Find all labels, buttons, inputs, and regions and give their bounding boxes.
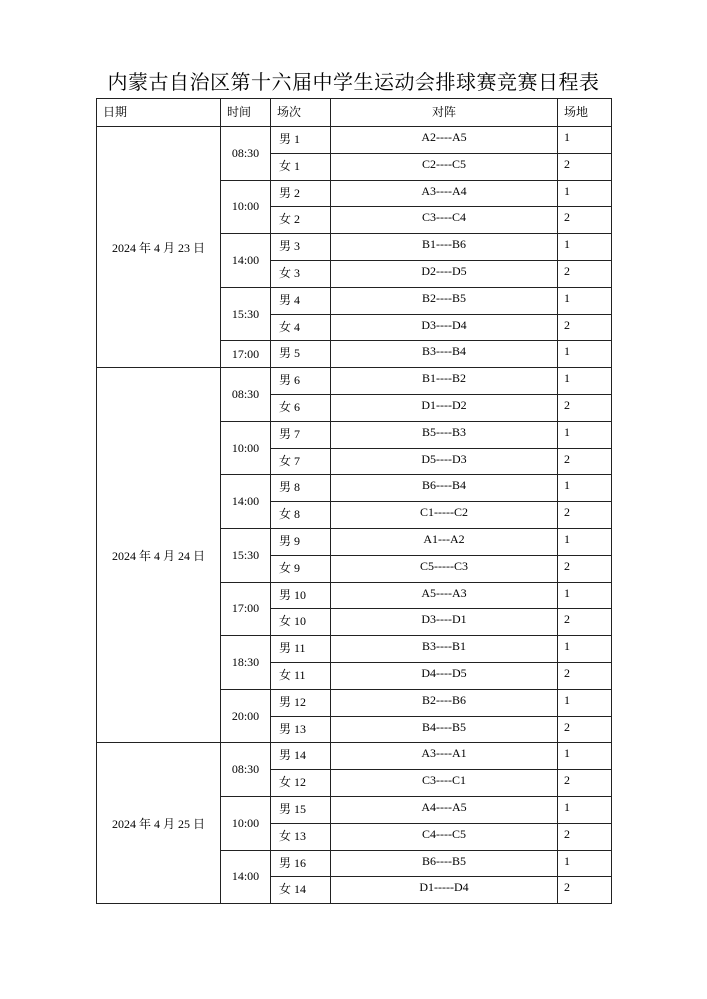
match-cell: C3----C1 <box>331 770 558 797</box>
session-cell: 女 7 <box>271 448 331 475</box>
match-cell: B6----B5 <box>331 850 558 877</box>
schedule-table <box>96 98 612 904</box>
session-cell: 男 5 <box>271 341 331 368</box>
court-cell: 2 <box>558 153 612 180</box>
session-cell: 女 4 <box>271 314 331 341</box>
match-cell: D4----D5 <box>331 662 558 689</box>
session-cell: 男 14 <box>271 743 331 770</box>
header-session: 场次 <box>271 99 331 127</box>
court-cell: 2 <box>558 260 612 287</box>
court-cell: 1 <box>558 127 612 154</box>
session-cell: 男 8 <box>271 475 331 502</box>
table-row <box>97 743 612 770</box>
match-cell: C3----C4 <box>331 207 558 234</box>
court-cell: 2 <box>558 314 612 341</box>
court-cell: 1 <box>558 528 612 555</box>
match-cell: D3----D4 <box>331 314 558 341</box>
time-cell: 08:30 <box>221 743 271 797</box>
session-cell: 女 14 <box>271 877 331 904</box>
match-cell: D2----D5 <box>331 260 558 287</box>
match-cell: B4----B5 <box>331 716 558 743</box>
match-cell: C4----C5 <box>331 823 558 850</box>
court-cell: 1 <box>558 850 612 877</box>
match-cell: A5----A3 <box>331 582 558 609</box>
match-cell: B6----B4 <box>331 475 558 502</box>
court-cell: 1 <box>558 636 612 663</box>
date-cell: 2024 年 4 月 24 日 <box>97 368 221 743</box>
session-cell: 女 10 <box>271 609 331 636</box>
match-cell: C2----C5 <box>331 153 558 180</box>
table-row <box>97 368 612 395</box>
match-cell: D5----D3 <box>331 448 558 475</box>
match-cell: B3----B4 <box>331 341 558 368</box>
match-cell: A4----A5 <box>331 796 558 823</box>
match-cell: B5----B3 <box>331 421 558 448</box>
session-cell: 男 4 <box>271 287 331 314</box>
session-cell: 女 2 <box>271 207 331 234</box>
session-cell: 男 13 <box>271 716 331 743</box>
court-cell: 1 <box>558 689 612 716</box>
session-cell: 女 1 <box>271 153 331 180</box>
session-cell: 女 9 <box>271 555 331 582</box>
court-cell: 2 <box>558 502 612 529</box>
date-cell: 2024 年 4 月 23 日 <box>97 127 221 368</box>
match-cell: B2----B6 <box>331 689 558 716</box>
session-cell: 男 11 <box>271 636 331 663</box>
match-cell: B2----B5 <box>331 287 558 314</box>
session-cell: 男 9 <box>271 528 331 555</box>
court-cell: 1 <box>558 421 612 448</box>
date-cell: 2024 年 4 月 25 日 <box>97 743 221 904</box>
time-cell: 10:00 <box>221 796 271 850</box>
time-cell: 10:00 <box>221 421 271 475</box>
court-cell: 1 <box>558 287 612 314</box>
court-cell: 1 <box>558 180 612 207</box>
match-cell: D1----D2 <box>331 394 558 421</box>
time-cell: 15:30 <box>221 528 271 582</box>
time-cell: 17:00 <box>221 582 271 636</box>
session-cell: 女 11 <box>271 662 331 689</box>
court-cell: 1 <box>558 368 612 395</box>
session-cell: 女 8 <box>271 502 331 529</box>
match-cell: A3----A4 <box>331 180 558 207</box>
court-cell: 2 <box>558 823 612 850</box>
court-cell: 2 <box>558 662 612 689</box>
time-cell: 10:00 <box>221 180 271 234</box>
schedule-body <box>97 99 612 904</box>
match-cell: D3----D1 <box>331 609 558 636</box>
header-court: 场地 <box>558 99 612 127</box>
session-cell: 男 12 <box>271 689 331 716</box>
court-cell: 2 <box>558 207 612 234</box>
court-cell: 1 <box>558 341 612 368</box>
header-row <box>97 99 612 127</box>
match-cell: B1----B2 <box>331 368 558 395</box>
session-cell: 男 2 <box>271 180 331 207</box>
session-cell: 男 6 <box>271 368 331 395</box>
session-cell: 女 3 <box>271 260 331 287</box>
match-cell: A2----A5 <box>331 127 558 154</box>
court-cell: 1 <box>558 234 612 261</box>
session-cell: 男 15 <box>271 796 331 823</box>
session-cell: 男 16 <box>271 850 331 877</box>
court-cell: 1 <box>558 743 612 770</box>
court-cell: 2 <box>558 555 612 582</box>
court-cell: 2 <box>558 448 612 475</box>
match-cell: A1---A2 <box>331 528 558 555</box>
session-cell: 女 13 <box>271 823 331 850</box>
time-cell: 14:00 <box>221 850 271 904</box>
session-cell: 男 7 <box>271 421 331 448</box>
court-cell: 2 <box>558 609 612 636</box>
court-cell: 1 <box>558 582 612 609</box>
session-cell: 男 3 <box>271 234 331 261</box>
session-cell: 女 12 <box>271 770 331 797</box>
court-cell: 2 <box>558 394 612 421</box>
time-cell: 08:30 <box>221 368 271 422</box>
time-cell: 08:30 <box>221 127 271 181</box>
session-cell: 男 10 <box>271 582 331 609</box>
time-cell: 17:00 <box>221 341 271 368</box>
time-cell: 14:00 <box>221 475 271 529</box>
header-date: 日期 <box>97 99 221 127</box>
court-cell: 1 <box>558 796 612 823</box>
court-cell: 2 <box>558 770 612 797</box>
time-cell: 15:30 <box>221 287 271 341</box>
match-cell: C5-----C3 <box>331 555 558 582</box>
time-cell: 18:30 <box>221 636 271 690</box>
match-cell: B1----B6 <box>331 234 558 261</box>
time-cell: 20:00 <box>221 689 271 743</box>
header-match: 对阵 <box>331 99 558 127</box>
header-time: 时间 <box>221 99 271 127</box>
session-cell: 男 1 <box>271 127 331 154</box>
court-cell: 1 <box>558 475 612 502</box>
match-cell: A3----A1 <box>331 743 558 770</box>
match-cell: C1-----C2 <box>331 502 558 529</box>
table-row <box>97 127 612 154</box>
page-title: 内蒙古自治区第十六届中学生运动会排球赛竞赛日程表 <box>107 72 600 94</box>
match-cell: B3----B1 <box>331 636 558 663</box>
court-cell: 2 <box>558 716 612 743</box>
match-cell: D1-----D4 <box>331 877 558 904</box>
time-cell: 14:00 <box>221 234 271 288</box>
session-cell: 女 6 <box>271 394 331 421</box>
court-cell: 2 <box>558 877 612 904</box>
